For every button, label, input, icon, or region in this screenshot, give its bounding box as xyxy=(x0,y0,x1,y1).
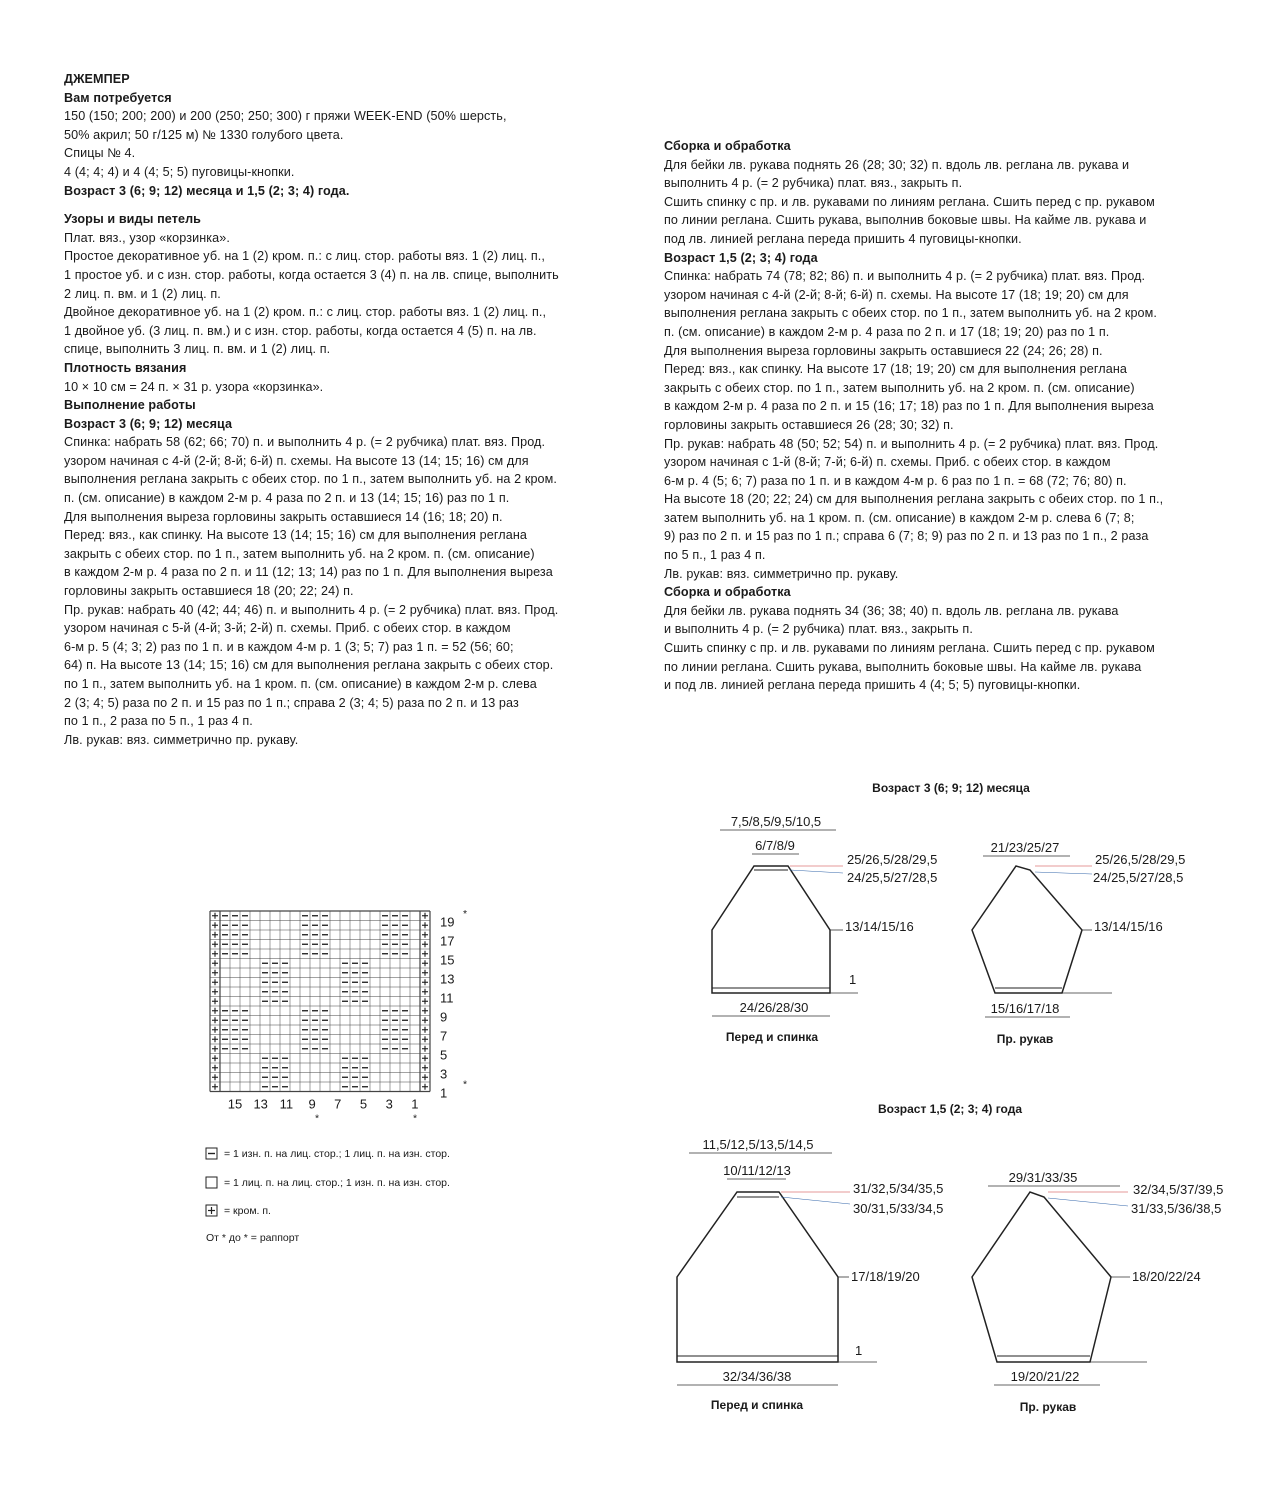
chart-row-number: 15 xyxy=(440,952,455,968)
heading-line: Возраст 1,5 (2; 3; 4) года xyxy=(664,250,818,265)
text-line: 4 (4; 4; 4) и 4 (4; 5; 5) пуговицы-кнопки. xyxy=(64,164,295,179)
text-line: 10 × 10 см = 24 п. × 31 р. узора «корзинка». xyxy=(64,379,324,394)
text-line: Спицы № 4. xyxy=(64,146,136,161)
knit-symbol-icon xyxy=(206,1177,217,1188)
rapport-marker-bottom: * xyxy=(463,1078,468,1091)
text-line: 64) п. На высоте 13 (14; 15; 16) см для выполнения реглана закрыть с обеих стор. xyxy=(64,658,554,673)
age2-title: Возраст 1,5 (2; 3; 4) года xyxy=(877,1102,1023,1116)
text-line: Спинка: набрать 74 (78; 82; 86) п. и выполнить 4 р. (= 2 рубчика) плат. вяз. Прод. xyxy=(664,269,1146,284)
age2-sl-width: 19/20/21/22 xyxy=(1010,1369,1080,1384)
age1-fb-caption: Перед и спинка xyxy=(725,1030,819,1044)
age1-sl-h1: 25/26,5/28/29,5 xyxy=(1095,852,1186,867)
age1-sleeve-schematic xyxy=(972,840,1185,1046)
age2-fb-h1: 31/32,5/34/35,5 xyxy=(853,1181,944,1196)
text-line: затем выполнить уб. на 1 кром. п. (см. описание) в каждом 2-м р. слева 6 (7; 8; xyxy=(664,510,1135,525)
text-line: 1 двойное уб. (3 лиц. п. вм.) и с изн. стор. работы, когда остается 4 (5) п. на лв. xyxy=(64,323,537,338)
text-line: Простое декоративное уб. на 1 (2) кром. п.: с лиц. стор. работы вяз. 1 (2) лиц. п., xyxy=(64,249,546,264)
age2-sl-h2: 31/33,5/36/38,5 xyxy=(1131,1201,1222,1216)
chart-row-number: 17 xyxy=(440,933,455,949)
text-line: закрыть с обеих стор. по 1 п., затем выполнить уб. на 2 кром. п. (см. описание) xyxy=(664,380,1135,395)
age2-sl-top: 29/31/33/35 xyxy=(1008,1170,1078,1185)
age1-front-back-schematic xyxy=(712,814,937,1044)
text-line: 2 (3; 4; 5) раза по 2 п. и 15 раз по 1 п.; справа 2 (3; 4; 5) раза по 2 п. и 13 раз xyxy=(64,695,519,710)
text-line: Сшить спинку с пр. и лв. рукавами по линиям реглана. Сшить перед с пр. рукавом xyxy=(664,194,1155,209)
heading-line: Вам потребуется xyxy=(64,90,172,105)
age2-sleeve-schematic xyxy=(972,1170,1223,1414)
chart-row-number: 7 xyxy=(440,1028,448,1044)
heading-line: Возраст 3 (6; 9; 12) месяца xyxy=(64,416,233,431)
text-line: узором начиная с 4-й (2-й; 8-й; 6-й) п. схемы. На высоте 17 (18; 19; 20) см для xyxy=(664,287,1129,302)
text-line: выполнения реглана закрыть с обеих стор. по 1 п., затем выполнить уб. на 2 кром. xyxy=(64,472,558,487)
text-line: по 5 п., 1 раз 4 п. xyxy=(664,548,766,563)
chart-row-number: 13 xyxy=(440,971,455,987)
stitch-chart xyxy=(210,911,430,1092)
age1-fb-h2-line xyxy=(790,870,843,873)
age1-sl-width: 15/16/17/18 xyxy=(990,1001,1060,1016)
chart-col-number: 11 xyxy=(279,1096,294,1112)
heading-line: Сборка и обработка xyxy=(664,585,791,600)
age2-sl-outline xyxy=(972,1192,1111,1362)
text-line: в каждом 2-м р. 4 раза по 2 п. и 11 (12; 13; 14) раз по 1 п. Для выполнения выреза xyxy=(64,565,553,580)
age2-fb-caption: Перед и спинка xyxy=(710,1398,804,1412)
text-line: Для бейки лв. рукава поднять 34 (36; 38; 40) п. вдоль лв. реглана лв. рукава xyxy=(664,603,1119,618)
text-line: узором начиная с 1-й (8-й; 7-й; 6-й) п. схемы. Приб. с обеих стор. в каждом xyxy=(664,455,1111,470)
age2-fb-width: 32/34/36/38 xyxy=(722,1369,792,1384)
age1-sl-top: 21/23/25/27 xyxy=(990,840,1060,855)
text-line: п. (см. описание) в каждом 2-м р. 4 раза по 2 п. и 13 (14; 15; 16) раз по 1 п. xyxy=(64,491,510,506)
age2-fb-h2-line xyxy=(781,1197,850,1204)
age1-sl-side: 13/14/15/16 xyxy=(1094,919,1163,934)
chart-row-number: 5 xyxy=(440,1047,448,1063)
text-line: Спинка: набрать 58 (62; 66; 70) п. и выполнить 4 р. (= 2 рубчика) плат. вяз. Прод. xyxy=(64,435,546,450)
text-line: по 1 п., затем выполнить уб. на 1 кром. п. (см. описание) в каждом 2-м р. слева xyxy=(64,677,537,691)
text-line: Перед: вяз., как спинку. На высоте 13 (14; 15; 16) см для выполнения реглана xyxy=(64,528,528,543)
text-line: под лв. линией реглана переда пришить 4 пуговицы-кнопки. xyxy=(664,231,1022,246)
text-line: п. (см. описание) в каждом 2-м р. 4 раза по 2 п. и 17 (18; 19; 20) раз по 1 п. xyxy=(664,324,1110,339)
text-line: по линии реглана. Сшить рукава, выполнить боковые швы. На кайме лв. рукава xyxy=(664,659,1142,674)
chart-row-number: 11 xyxy=(440,990,454,1006)
text-line: выполнить 4 р. (= 2 рубчика) плат. вяз., закрыть п. xyxy=(664,176,963,191)
age2-sl-caption: Пр. рукав xyxy=(1019,1400,1077,1414)
text-line: спице, выполнить 3 лиц. п. вм. и 1 (2) лиц. п. xyxy=(64,342,331,357)
heading-line: Сборка и обработка xyxy=(664,139,791,153)
heading-line: Выполнение работы xyxy=(64,398,196,413)
chart-col-number: 1 xyxy=(411,1096,419,1112)
chart-row-numbers xyxy=(440,908,467,1101)
text-line: Для выполнения выреза горловины закрыть оставшиеся 22 (24; 26; 28) п. xyxy=(664,343,1103,358)
chart-col-number: 13 xyxy=(253,1096,268,1112)
legend-rapport-text: От * до * = раппорт xyxy=(206,1232,300,1244)
heading-line: ДЖЕМПЕР xyxy=(64,72,130,86)
text-line: 150 (150; 200; 200) и 200 (250; 250; 300) г пряжи WEEK-END (50% шерсть, xyxy=(64,109,507,124)
text-line: Двойное декоративное уб. на 1 (2) кром. п.: с лиц. стор. работы вяз. 1 (2) лиц. п., xyxy=(64,305,547,320)
legend-edge-text: = кром. п. xyxy=(224,1205,271,1217)
age2-sl-side: 18/20/22/24 xyxy=(1132,1269,1201,1284)
age2-sl-h1: 32/34,5/37/39,5 xyxy=(1133,1182,1224,1197)
age2-sl-h2-line xyxy=(1048,1198,1128,1206)
chart-col-number: 9 xyxy=(308,1096,316,1112)
age2-fb-outline xyxy=(677,1192,838,1362)
text-line: Перед: вяз., как спинку. На высоте 17 (18; 19; 20) см для выполнения реглана xyxy=(664,362,1128,377)
text-line: 2 лиц. п. вм. и 1 (2) лиц. п. xyxy=(64,286,221,301)
text-line: Сшить спинку с пр. и лв. рукавами по линиям реглана. Сшить перед с пр. рукавом xyxy=(664,641,1155,656)
age2-fb-h2: 30/31,5/33/34,5 xyxy=(853,1201,944,1216)
text-line: 9) раз по 2 п. и 15 раз по 1 п.; справа 6 (7; 8; 9) раз по 2 п. и 13 раз по 1 п., 2 раза xyxy=(664,529,1149,544)
heading-line: Плотность вязания xyxy=(64,360,187,375)
text-line: Плат. вяз., узор «корзинка». xyxy=(64,230,230,245)
age1-title: Возраст 3 (6; 9; 12) месяца xyxy=(872,781,1030,795)
age2-fb-top-outer: 11,5/12,5/13,5/14,5 xyxy=(702,1137,814,1152)
age1-sl-caption: Пр. рукав xyxy=(996,1032,1054,1046)
rapport-marker-right: * xyxy=(412,1112,418,1125)
text-line: в каждом 2-м р. 4 раза по 2 п. и 15 (16; 17; 18) раз по 1 п. Для выполнения выреза xyxy=(664,399,1154,414)
age2-fb-side: 17/18/19/20 xyxy=(851,1269,920,1284)
age1-sl-h2-line xyxy=(1035,872,1092,874)
age2-front-back-schematic xyxy=(677,1137,943,1412)
text-line: Лв. рукав: вяз. симметрично пр. рукаву. xyxy=(64,732,299,747)
heading-line: Возраст 3 (6; 9; 12) месяца и 1,5 (2; 3; 4) года. xyxy=(64,183,350,198)
text-line: Для бейки лв. рукава поднять 26 (28; 30; 32) п. вдоль лв. реглана лв. рукава и xyxy=(664,157,1130,172)
heading-line: Узоры и виды петель xyxy=(64,212,202,227)
text-line: 6-м р. 5 (4; 3; 2) раз по 1 п. и в каждом 4-м р. 1 (3; 5; 7) раз 1 п. = 52 (56; 60; xyxy=(64,639,514,654)
chart-col-number: 15 xyxy=(227,1096,243,1112)
age1-sl-outline xyxy=(972,866,1082,993)
age1-fb-outline xyxy=(712,866,830,993)
chart-row-number: 9 xyxy=(440,1009,448,1025)
text-line: узором начиная с 5-й (4-й; 3-й; 2-й) п. схемы. Приб. с обеих стор. в каждом xyxy=(64,621,511,636)
text-line: горловины закрыть оставшиеся 26 (28; 30; 32) п. xyxy=(664,417,954,432)
age1-fb-width: 24/26/28/30 xyxy=(739,1000,809,1015)
age1-fb-h2: 24/25,5/27/28,5 xyxy=(847,870,938,885)
age1-fb-top-outer: 7,5/8,5/9,5/10,5 xyxy=(730,814,822,829)
chart-row-number: 1 xyxy=(440,1085,448,1101)
text-line: Для выполнения выреза горловины закрыть оставшиеся 14 (16; 18; 20) п. xyxy=(64,509,503,524)
age2-fb-top-inner: 10/11/12/13 xyxy=(723,1163,791,1178)
text-line: 1 простое уб. и с изн. стор. работы, когда остается 3 (4) п. на лв. спице, выполнить xyxy=(64,267,559,282)
text-line: по линии реглана. Сшить рукава, выполнив боковые швы. На кайме лв. рукава и xyxy=(664,213,1147,228)
chart-col-number: 7 xyxy=(334,1096,342,1112)
chart-row-number: 3 xyxy=(440,1066,448,1082)
text-line: и под лв. линией реглана переда пришить 4 (4; 5; 5) пуговицы-кнопки. xyxy=(664,678,1081,693)
chart-column-numbers xyxy=(228,1097,419,1125)
text-line: по 1 п., 2 раза по 5 п., 1 раз 4 п. xyxy=(64,714,253,729)
text-line: Пр. рукав: набрать 48 (50; 52; 54) п. и выполнить 4 р. (= 2 рубчика) плат. вяз. Прод. xyxy=(664,436,1159,451)
age2-fb-band: 1 xyxy=(855,1343,863,1358)
text-line: Пр. рукав: набрать 40 (42; 44; 46) п. и выполнить 4 р. (= 2 рубчика) плат. вяз. Прод. xyxy=(64,602,559,617)
chart-col-number: 3 xyxy=(385,1096,393,1112)
rapport-marker-left: * xyxy=(314,1112,320,1125)
text-line: узором начиная с 4-й (2-й; 8-й; 6-й) п. схемы. На высоте 13 (14; 15; 16) см для xyxy=(64,453,529,468)
age1-fb-band: 1 xyxy=(849,972,857,987)
legend-purl-text: = 1 изн. п. на лиц. стор.; 1 лиц. п. на изн. стор. xyxy=(224,1148,450,1160)
age1-fb-top-inner: 6/7/8/9 xyxy=(755,838,795,853)
text-line: Лв. рукав: вяз. симметрично пр. рукаву. xyxy=(664,566,899,581)
text-line: 6-м р. 4 (5; 6; 7) раза по 1 п. и в каждом 4-м р. 6 раз по 1 п. = 68 (72; 76; 80) п. xyxy=(664,473,1127,488)
text-line: 50% акрил; 50 г/125 м) № 1330 голубого цвета. xyxy=(64,127,344,142)
text-line: На высоте 18 (20; 22; 24) см для выполнения реглана закрыть с обеих стор. по 1 п., xyxy=(664,492,1164,507)
text-line: горловины закрыть оставшиеся 18 (20; 22; 24) п. xyxy=(64,584,354,599)
chart-legend xyxy=(206,1148,450,1244)
age1-fb-side: 13/14/15/16 xyxy=(845,919,914,934)
text-line: и выполнить 4 р. (= 2 рубчика) плат. вяз., закрыть п. xyxy=(664,622,973,637)
age1-fb-h1: 25/26,5/28/29,5 xyxy=(847,852,938,867)
chart-row-number: 19 xyxy=(440,914,455,930)
text-line: закрыть с обеих стор. по 1 п., затем выполнить уб. на 2 кром. п. (см. описание) xyxy=(64,546,535,561)
chart-col-number: 5 xyxy=(359,1096,368,1112)
legend-knit-text: = 1 лиц. п. на лиц. стор.; 1 изн. п. на изн. стор. xyxy=(224,1177,450,1189)
age1-sl-h2: 24/25,5/27/28,5 xyxy=(1093,870,1184,885)
rapport-marker-top: * xyxy=(463,908,468,920)
text-line: выполнения реглана закрыть с обеих стор. по 1 п., затем выполнить уб. на 2 кром. xyxy=(664,306,1158,321)
